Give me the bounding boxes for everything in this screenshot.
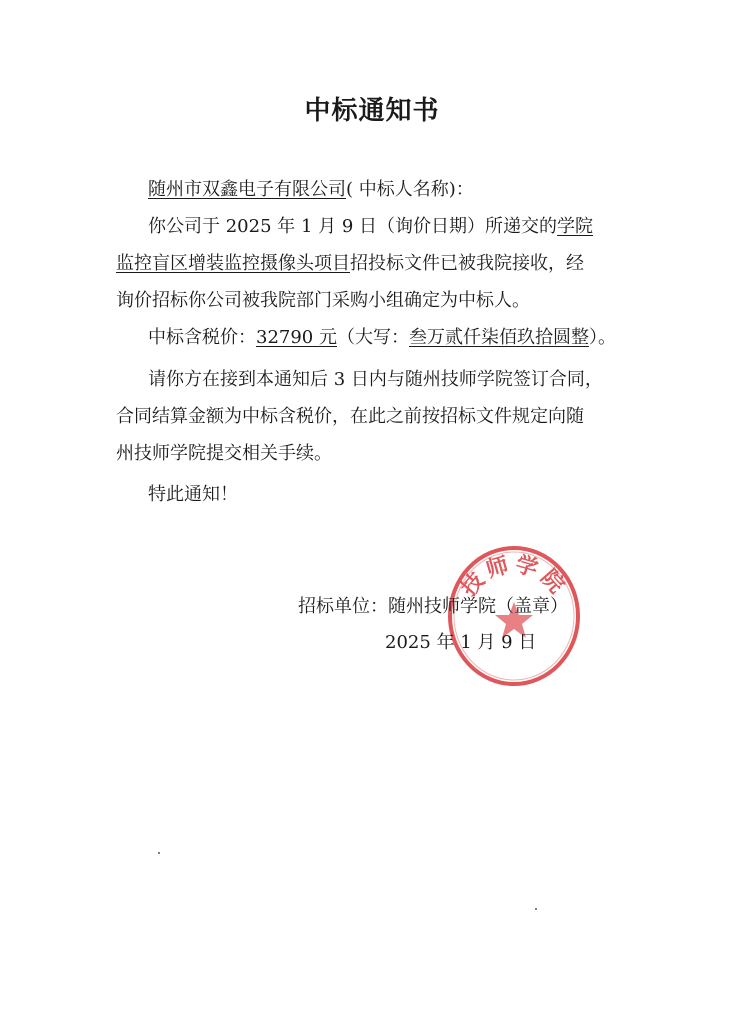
addressee-line [148,177,474,203]
paragraph1-line1 [148,214,593,240]
project-name-part2: 监控盲区增装监控摄像头项目 [116,253,350,274]
price-line [148,325,616,351]
paragraph3-line3: 州技师学院提交相关手续。 [116,443,332,464]
winner-company-name: 随州市双鑫电子有限公司 [148,179,346,200]
paragraph1-line2-suffix: 招投标文件已被我院接收，经 [350,253,584,274]
price-daxie-prefix: （大写： [336,327,409,348]
paragraph1-line3: 询价招标你公司被我院部门采购小组确定为中标人。 [116,290,530,311]
seal-text: 技师学院 [456,551,572,602]
scan-speck [158,852,160,854]
paragraph3-line1: 请你方在接到本通知后 3 日内与随州技师学院签订合同， [148,369,603,390]
price-daxie-suffix: ）。 [588,327,616,348]
project-name-part1: 学院 [557,216,594,237]
document-title: 中标通知书 [304,96,440,126]
price-amount: 32790 元 [256,327,337,348]
issue-date: 2025 年 1 月 9 日 [385,632,537,653]
closing-text: 特此通知！ [148,484,238,505]
addressee-suffix: ( 中标人名称)： [346,179,474,200]
paragraph3-line2: 合同结算金额为中标含税价，在此之前按招标文件规定向随 [116,406,584,427]
paragraph1-line2 [116,251,584,277]
scan-speck [535,908,537,910]
price-label: 中标含税价： [148,327,256,348]
price-daxie-value: 叁万贰仟柒佰玖拾圆整 [408,327,589,348]
paragraph1-line1-prefix: 你公司于 2025 年 1 月 9 日（询价日期）所递交的 [148,216,558,237]
issuer-line: 招标单位：随州技师学院（盖章） [298,596,568,617]
